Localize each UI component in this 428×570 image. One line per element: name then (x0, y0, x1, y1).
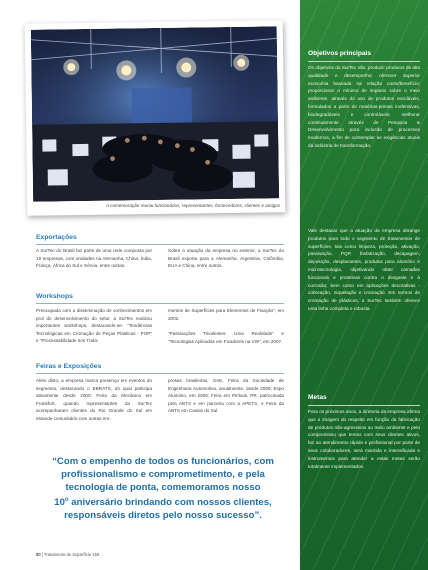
sidebar-objectives (300, 0, 428, 570)
quote-line-4-rest: aniversário brindando com nossos clientes, (68, 497, 272, 509)
event-photo-card (25, 20, 286, 216)
fairs-title: Feiras e Exposições (36, 363, 102, 370)
photo-caption: A comemoração reuniu funcionários, representantes, fornecedores, clientes e amigos (106, 203, 280, 208)
exports-col2: Sobre a atuação da empresa no exterior, a SurTec do Brasil exporta para a Alemanha, Argentina, Colômbia, EUA e China, entre outros. (168, 248, 284, 269)
workshops-col2a: mentos de Superfícies para Elementos de Fixação", em 2002. (168, 308, 284, 321)
event-photo (31, 26, 279, 201)
quote-ordinal: o (64, 497, 69, 503)
metas-rule (308, 405, 420, 406)
page-number: 80 (36, 552, 41, 557)
publication-name: Tratamento de Superfície 155 (44, 552, 100, 557)
quote-line-4 (32, 494, 294, 509)
workshops-title: Workshops (36, 293, 73, 300)
page-footer (36, 552, 99, 557)
workshops-col2b: "Passivações Trivalentes: Uma Realidade" e "Tecnologias Aplicadas em Fixadores na VW", em 2007. (168, 331, 284, 344)
workshops-rule (36, 303, 284, 304)
metas-title: Metas (308, 394, 327, 401)
quote-line-1: “Com o empenho de todos os funcionários, com (52, 456, 274, 467)
objectives-text-2: Vale destacar que a atuação da empresa abrange produtos para todo o segmento de tratamentos de superfícies, tais como limpeza, proteção, ativação, passivação, PQP, fosfatização, decapagem, deposição, desplacantes, produtos para alumínio e microtecnologia, objetivando obter camadas funcionais e protetivas contra o desgaste e à corrosão, bem como em aplicações decorativas - cobreação, niquelação e cromação. Em termos de cromação de plásticos, a SurTec também oferece uma linha completa e robusta. (308, 228, 420, 311)
quote-line-5: responsáveis diretos pelo nosso sucesso”. (64, 510, 262, 522)
quote-line-3: tecnologia de ponta, comemoramos nosso (65, 482, 261, 493)
fairs-col2: presas brasileiras, SAE, Feira da Sociedade de Engenharia Automotiva, anualmente, desde 2005; Expo Alumínio, em 2006; Feira em Pinhais, PR, patrocinada pela ABTS e em parceria com a APETS, e Feira da ABTS em Caxias do Sul. (168, 378, 284, 414)
exports-title: Exportações (36, 234, 77, 241)
workshops-col1: Preocupada com a disseminação de conhecimentos em prol do desenvolvimento do setor, a SurTec realizou importantes workshops, destacando-se: "Tendências Tecnológicas em Cromação de Peças Plásticas - POP" e "Processabilidade nos Trata- (36, 308, 152, 344)
exports-col1: A SurTec do Brasil faz parte de uma rede composta por 19 empresas, com unidades na Alemanha, China, Índia, França, África do Sul e Sérvia, entre outras. (36, 248, 152, 269)
pull-quote (32, 455, 294, 522)
footer-separator: | (41, 552, 43, 557)
fairs-col1: Além disto, a empresa marca presença em eventos do segmento, destacando o EBRATS, do qual participa ativamente desde 2000; Feira da Mecânica em Frankfurt, quando representantes da SurTec acompanharam clientes do Rio Grande do Sul em estande comunitário com outras em- (36, 378, 152, 421)
metas-text: Para os próximos anos, a diretoria da empresa afirma que a imagem do respeito em função da fabricação de produtos não-agressivos ao meio ambiente e pelo compromisso que temos com seus clientes ativos, faz ao atendimento rápido e profissional por parte de seus colaboradores, será mantida e intensificada e instrumentos para atender a estas metas serão totalmente implementados. (308, 409, 420, 469)
quote-anniversary-number: 10 (54, 497, 65, 509)
exports-rule (36, 244, 284, 245)
objectives-title: Objetivos principais (308, 50, 372, 57)
fairs-rule (36, 373, 284, 374)
quote-line-2: profissionalismo e comprometimento, e pela (61, 469, 265, 480)
objectives-text: Os objetivos da SurTec são: produzir produtos de alta qualidade e desempenho; oferecer superior economia baseada na relação custo/benefício; proporcionar o mínimo de impacto sobre o meio ambiente, através do uso de produtos recicláveis, formulados a partir de matérias-primas inofensivas, biodegradáveis e controláveis; melhorar continuamente através de Pesquisa & Desenvolvimento para inclusão de processos modernos, a fim de contemplar as exigências atuais da indústria de transformação. (308, 65, 420, 148)
objectives-rule (308, 61, 420, 62)
